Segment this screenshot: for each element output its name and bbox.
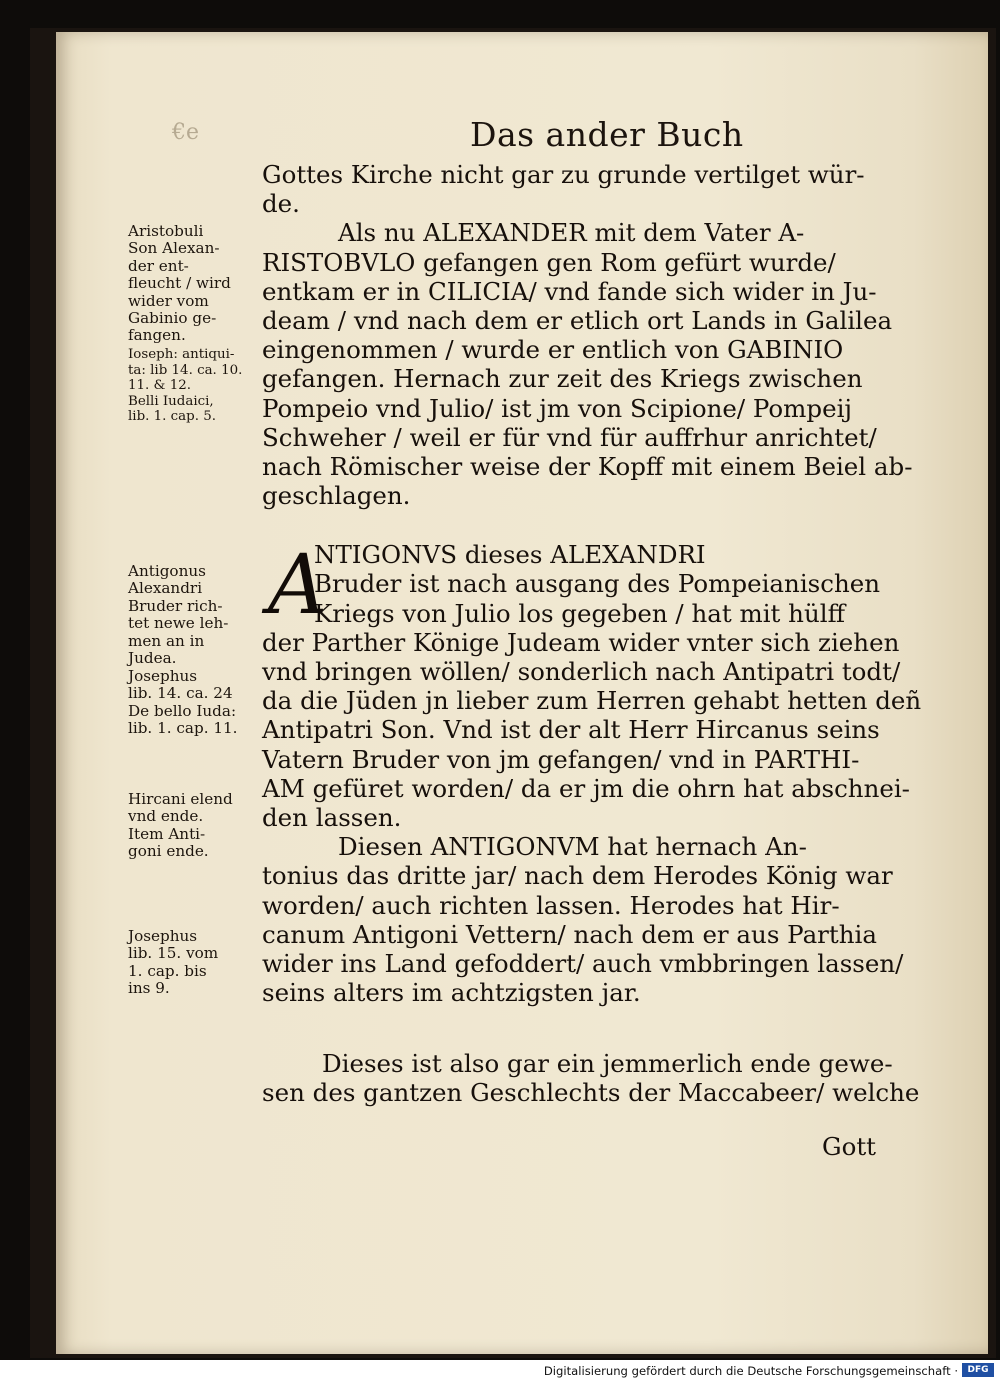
note-line: ins 9. (128, 979, 170, 998)
note-line: Aristobuli (128, 222, 204, 240)
text-line: RISTOBVLO gefangen gen Rom gefürt wurde/ (262, 247, 836, 277)
text-line: Antipatri Son. Vnd ist der alt Herr Hircanus seins (262, 715, 880, 745)
note-line: ta: lib 14. ca. 10. (128, 362, 243, 378)
note-line: tet newe leh- (128, 614, 229, 633)
note-line: Belli Iudaici, (128, 393, 214, 409)
note-line: Gabinio ge- (128, 309, 217, 328)
margin-note-josephus-3 (128, 928, 218, 998)
note-line: Alexandri (128, 579, 203, 598)
paragraph-2 (262, 218, 912, 510)
margin-note-josephus-2 (128, 668, 238, 738)
text-line: Schweher / weil er für vnd für auffrhur anrichtet/ (262, 422, 877, 452)
text-line: seins alters im achtzigsten jar. (262, 978, 641, 1008)
paragraph-gap (262, 1007, 912, 1049)
text-line: vnd bringen wöllen/ sonderlich nach Antipatri todt/ (262, 657, 901, 686)
text-line: Gottes Kirche nicht gar zu grunde vertilget wür- (262, 160, 865, 189)
text-line: Vatern Bruder von jm gefangen/ vnd in PARTHI- (262, 744, 860, 774)
text-line: AM gefüret worden/ da er jm die ohrn hat abschnei- (262, 773, 910, 803)
note-line: 11. & 12. (128, 378, 192, 394)
note-line: Bruder rich- (128, 596, 223, 615)
text-line: gefangen. Hernach zur zeit des Kriegs zwischen (262, 364, 863, 394)
main-text-column (262, 160, 922, 1108)
note-line: men an in (128, 631, 205, 650)
margin-note-hircani (128, 791, 233, 861)
drop-capital: A (268, 538, 328, 633)
note-line: Josephus (128, 927, 198, 945)
text-line: canum Antigoni Vettern/ nach dem er aus Parthia (262, 919, 877, 949)
margin-note-antigonus (128, 563, 228, 667)
note-line: wider vom (128, 291, 209, 310)
paragraph-1 (262, 160, 912, 218)
text-line: Diesen ANTIGONVM hat hernach An- (338, 832, 807, 862)
text-line: entkam er in CILICIA/ vnd fande sich wider in Ju- (262, 276, 877, 306)
note-line: Ioseph: antiqui- (128, 347, 235, 362)
note-line: lib. 1. cap. 11. (128, 719, 238, 738)
text-line: da die Jüden jn lieber zum Herren gehabt hetten deñ (262, 686, 922, 716)
dfg-logo: DFG (962, 1363, 994, 1377)
text-line: geschlagen. (262, 481, 411, 511)
note-line: vnd ende. (128, 807, 204, 826)
note-line: der ent- (128, 256, 189, 275)
text-line: eingenommen / wurde er entlich von GABINIO (262, 335, 844, 365)
note-line: Antigonus (128, 562, 206, 580)
text-line: Kriegs von Julio los gegeben / hat mit hülff (314, 598, 845, 628)
paragraph-gap (262, 510, 912, 540)
text-line: Bruder ist nach ausgang des Pompeianischen (314, 569, 881, 599)
note-line: goni ende. (128, 842, 209, 861)
paragraph-5 (262, 1049, 920, 1108)
text-line: NTIGONVS dieses ALEXANDRI (314, 540, 706, 570)
note-line: fangen. (128, 326, 186, 345)
note-line: fleucht / wird (128, 274, 231, 293)
catchword: Gott (822, 1132, 877, 1161)
text-line: sen des gantzen Geschlechts der Maccabeer/ welche (262, 1078, 920, 1108)
note-line: Josephus (128, 667, 198, 685)
note-line: lib. 14. ca. 24 (128, 684, 233, 703)
text-line: den lassen. (262, 802, 402, 832)
paragraph-3 (262, 540, 922, 832)
text-line: Dieses ist also gar ein jemmerlich ende gewe- (322, 1049, 893, 1079)
text-line: Pompeio vnd Julio/ ist jm von Scipione/ Pompeij (262, 393, 853, 423)
footer-credit: Digitalisierung gefördert durch die Deutsche Forschungsgemeinschaft · (543, 1364, 958, 1378)
margin-note-aristobuli (128, 223, 231, 345)
note-line: Judea. (128, 649, 177, 668)
text-line: tonius das dritte jar/ nach dem Herodes König war (262, 861, 893, 891)
margin-note-josephus-1 (128, 347, 242, 425)
smudge-mark: €e (172, 120, 200, 145)
note-line: Son Alexan- (128, 239, 220, 258)
note-line: 1. cap. bis (128, 961, 207, 980)
text-line: Als nu ALEXANDER mit dem Vater A- (338, 218, 805, 248)
note-line: Hircani elend (128, 790, 233, 808)
note-line: Item Anti- (128, 824, 206, 843)
note-line: De bello Iuda: (128, 701, 237, 720)
paragraph-4 (262, 832, 912, 1007)
note-line: lib. 15. vom (128, 944, 219, 963)
text-line: der Parther Könige Judeam wider vnter sich ziehen (262, 627, 900, 657)
running-head: Das ander Buch (470, 115, 744, 154)
note-line: lib. 1. cap. 5. (128, 409, 217, 425)
text-line: wider ins Land gefoddert/ auch vmbbringen lassen/ (262, 948, 904, 978)
text-line: nach Römischer weise der Kopff mit einem Beiel ab- (262, 451, 913, 481)
text-line: de. (262, 189, 300, 219)
text-line: worden/ auch richten lassen. Herodes hat Hir- (262, 890, 840, 920)
text-line: deam / vnd nach dem er etlich ort Lands in Galilea (262, 305, 893, 335)
